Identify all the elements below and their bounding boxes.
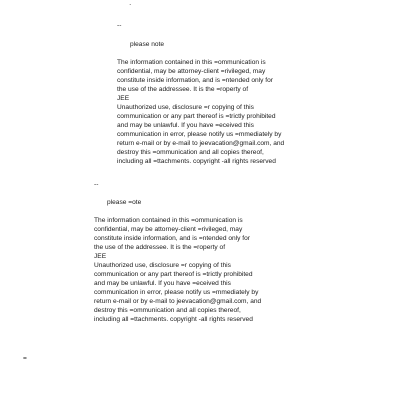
page-top-crop [0,0,400,4]
disclaimer-line: constitute inside information, and is =ntended only for [94,235,250,242]
disclaimer-line: return e-mail or by e-mail to jeevacation@gmail.com, and [94,298,262,305]
disclaimer-line: destroy this =ommunication and all copies thereof, [117,149,264,156]
disclaimer-line: Unauthorized use, disclosure =r copying of this [94,262,231,269]
disclaimer-line: JEE [117,95,130,102]
disclaimer-line: JEE [94,253,107,260]
disclaimer-line: communication or any part thereof is =trictly prohibited [117,113,276,120]
disclaimer-line: constitute inside information, and is =ntended only for [117,77,273,84]
separator-dashes-2: -- [94,181,99,188]
disclaimer-line: communication in error, please notify us =mmediately by [117,131,282,138]
disclaimer-line: destroy this =ommunication and all copies thereof, [94,307,241,314]
note-heading-1: please note [130,41,165,48]
disclaimer-paragraph-1 [117,58,284,166]
disclaimer-paragraph-2 [94,216,261,324]
disclaimer-line: The information contained in this =ommunication is [117,59,266,66]
disclaimer-line: The information contained in this =ommunication is [94,217,243,224]
disclaimer-line: including all =ttachments. copyright -all rights reserved [94,316,253,323]
disclaimer-line: communication or any part thereof is =trictly prohibited [94,271,253,278]
disclaimer-line: return e-mail or by e-mail to jeevacation@gmail.com, and [117,140,285,147]
disclaimer-line: communication in error, please notify us =mmediately by [94,289,259,296]
disclaimer-line: the use of the addressee. It is the =roperty of [117,86,249,93]
disclaimer-line: confidential, may be attorney-client =rivileged, may [117,68,266,75]
disclaimer-line: and may be unlawful. If you have =eceived this [117,122,254,129]
disclaimer-line: the use of the addressee. It is the =roperty of [94,244,226,251]
disclaimer-line: confidential, may be attorney-client =rivileged, may [94,226,243,233]
separator-dashes-1: -- [117,22,122,29]
trailing-equals-mark: = [23,355,27,362]
disclaimer-line: and may be unlawful. If you have =eceived this [94,280,231,287]
note-heading-2: please =ote [107,199,142,206]
disclaimer-line: Unauthorized use, disclosure =r copying of this [117,104,254,111]
disclaimer-line: including all =ttachments. copyright -all rights reserved [117,158,276,165]
